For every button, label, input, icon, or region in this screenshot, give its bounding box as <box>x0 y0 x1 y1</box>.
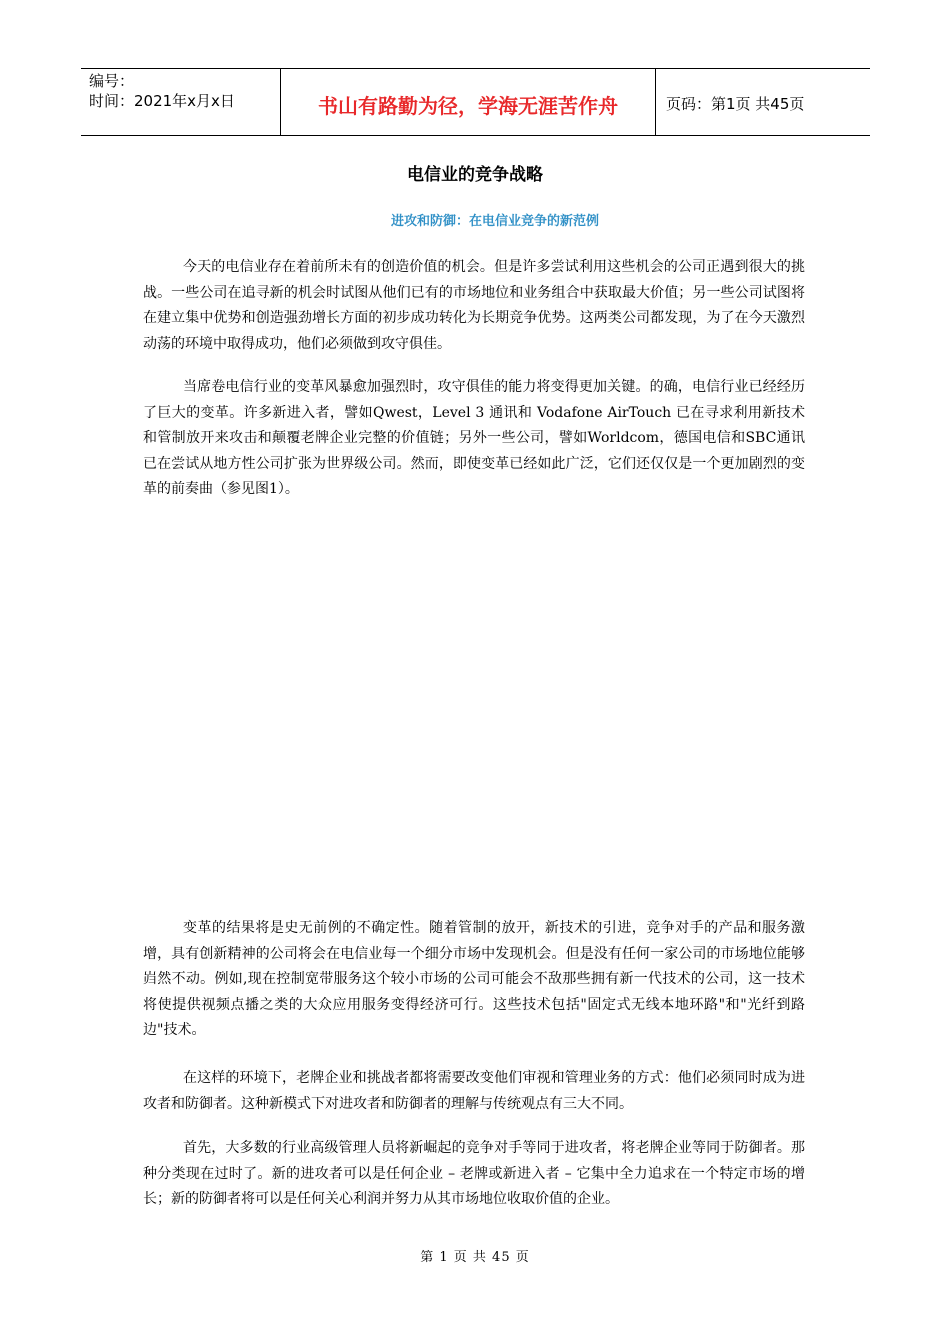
document-title: 电信业的竞争战略 <box>407 165 543 185</box>
header-table <box>81 68 870 136</box>
paragraph: 在这样的环境下，老牌企业和挑战者都将需要改变他们审视和管理业务的方式：他们必须同时成为进攻者和防御者。这种新模式下对进攻者和防御者的理解与传统观点有三大不同。 <box>143 1070 805 1112</box>
document-subtitle: 进攻和防御：在电信业竞争的新范例 <box>390 214 599 229</box>
paragraph: 当席卷电信行业的变革风暴愈加强烈时，攻守俱佳的能力将变得更加关键。的确，电信行业已经经历了巨大的变革。许多新进入者，譬如Qwest，Level 3 通讯和 Vodafone AirTouch 已在寻求利用新技术和管制放开来攻击和颠覆老牌企业完整的价值链；另外一些公司，譬如Worldcom，德国电信和SBC通讯已在尝试从地方性公司扩张为世界级公司。然而，即使变革已经如此广泛，它们还仅仅是一个更加剧烈的变革的前奏曲（参见图1）。 <box>143 379 805 497</box>
number-label: 编号： <box>89 72 135 90</box>
page-footer: 第 1 页 共 45 页 <box>420 1250 530 1265</box>
paragraph: 变革的结果将是史无前例的不确定性。随着管制的放开，新技术的引进，竞争对手的产品和服务激增，具有创新精神的公司将会在电信业每一个细分市场中发现机会。但是没有任何一家公司的市场地位能够岿然不动。例如,现在控制宽带服务这个较小市场的公司可能会不敌那些拥有新一代技术的公司，这一技术将使提供视频点播之类的大众应用服务变得经济可行。这些技术包括"固定式无线本地环路"和"光纤到路边"技术。 <box>143 920 805 1038</box>
header-motto: 书山有路勤为径，学海无涯苦作舟 <box>281 69 656 135</box>
header-meta <box>81 69 281 135</box>
paragraph: 今天的电信业存在着前所未有的创造价值的机会。但是许多尝试利用这些机会的公司正遇到很大的挑战。一些公司在追寻新的机会时试图从他们已有的市场地位和业务组合中获取最大价值；另一些公司试图将在建立集中优势和创造强劲增长方面的初步成功转化为长期竞争优势。这两类公司都发现，为了在今天激烈动荡的环境中取得成功，他们必须做到攻守俱佳。 <box>143 259 805 352</box>
header-page-info: 页码：第1页 共45页 <box>666 94 805 113</box>
paragraph: 首先，大多数的行业高级管理人员将新崛起的竞争对手等同于进攻者，将老牌企业等同于防御者。那种分类现在过时了。新的进攻者可以是任何企业 – 老牌或新进入者 – 它集中全力追求在一个特定市场的增长；新的防御者将可以是任何关心利润并努力从其市场地位收取价值的企业。 <box>143 1140 805 1207</box>
time-label: 时间：2021年x月x日 <box>89 92 235 110</box>
